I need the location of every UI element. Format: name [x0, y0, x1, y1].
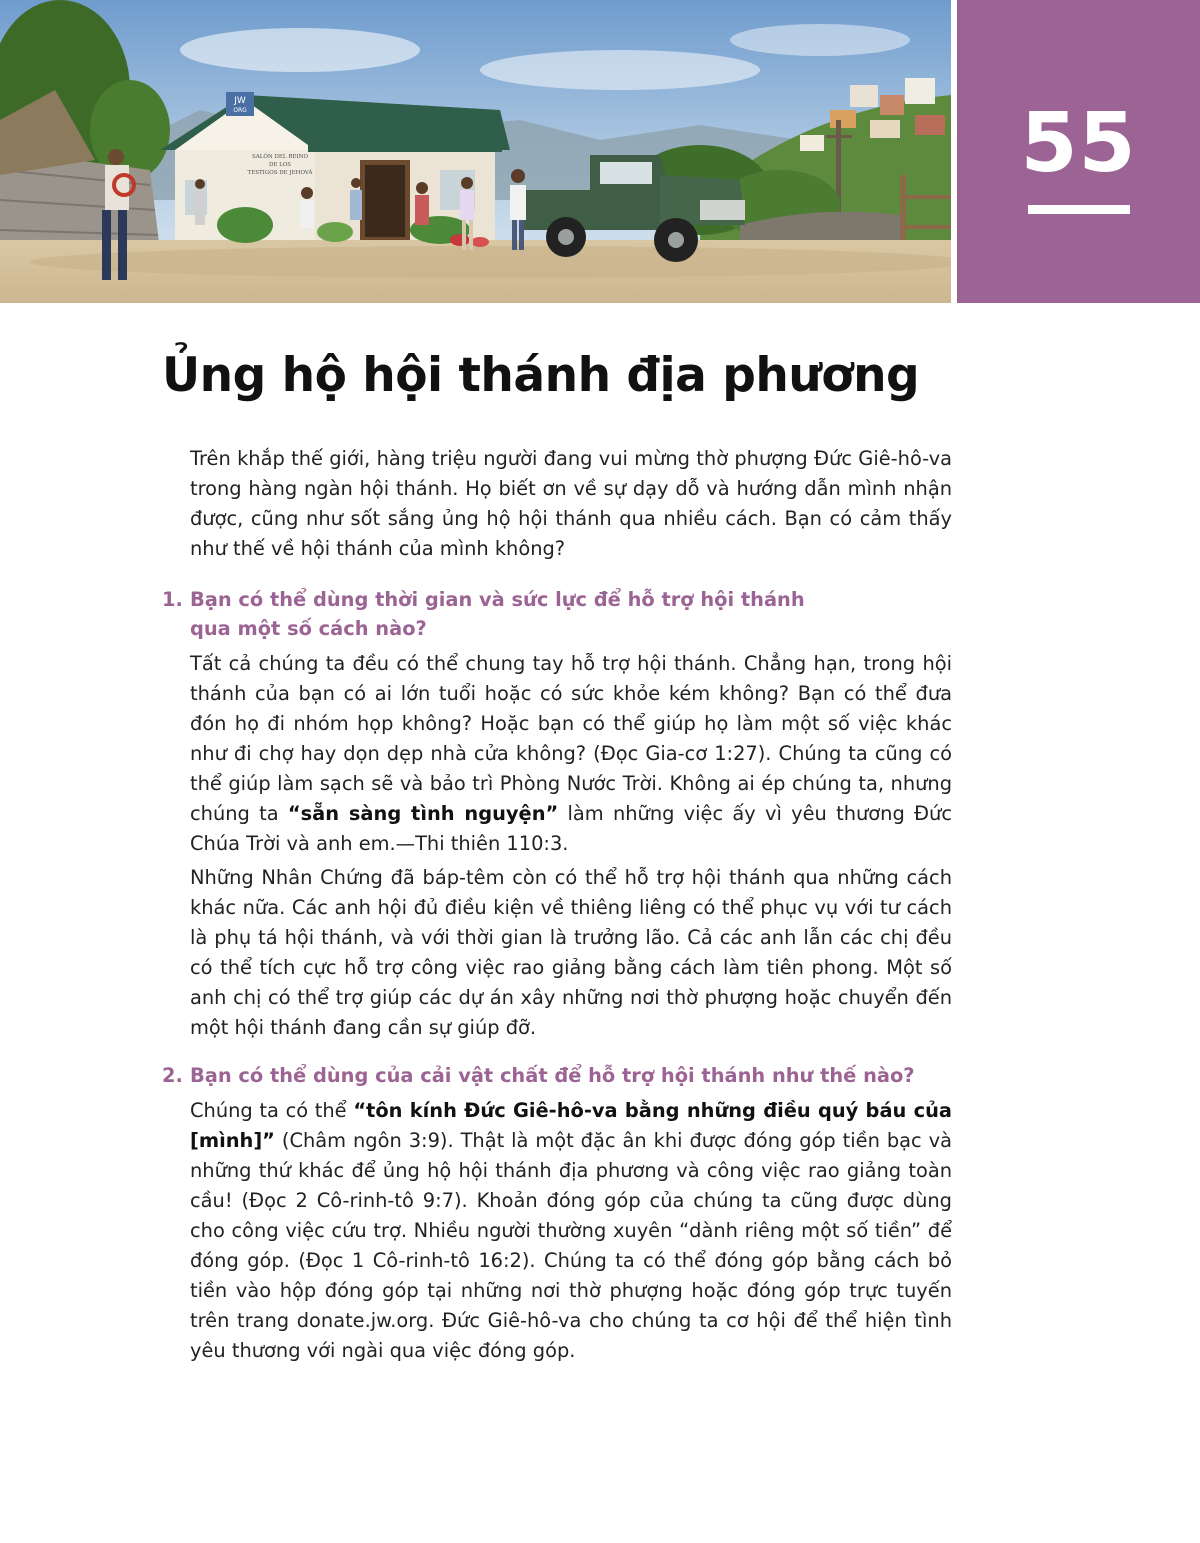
question-1-text-line1: Bạn có thể dùng thời gian và sức lực để hỗ trợ hội thánh [190, 588, 805, 611]
jw-sign-line2: ORG [233, 107, 247, 114]
section-1-paragraph-1-bold: “sẵn sàng tình nguyện” [287, 802, 559, 825]
header-illustration [0, 0, 951, 303]
question-1 [162, 585, 962, 643]
section-1-paragraph-1 [190, 649, 952, 859]
page-title: Ủng hộ hội thánh địa phương [162, 348, 920, 403]
question-1-number: 1. [162, 588, 183, 611]
jw-sign-line1: JW [234, 96, 246, 106]
section-1-paragraph-2: Những Nhân Chứng đã báp-têm còn có thể hỗ trợ hội thánh qua những cách khác nữa. Các anh hội đủ điều kiện về thiêng liêng có thể phục vụ với tư cách là phụ tá hội thánh, và với thời gian là trưởng lão. Cả các anh lẫn các chị đều có thể tích cực hỗ trợ công việc rao giảng bằng cách làm tiên phong. Một số anh chị có thể trợ giúp các dự án xây những nơi thờ phượng hoặc chuyển đến một hội thánh đang cần sự giúp đỡ. [190, 866, 952, 1039]
question-2-number: 2. [162, 1064, 183, 1087]
section-1-paragraph-1-part-b: làm những việc ấy vì yêu thương Đức Chúa Trời và anh em.—Thi thiên 110:3. [190, 802, 952, 855]
section-2-paragraph-1-bold: “tôn kính Đức Giê-hô-va bằng những điều quý báu của [mình]” [190, 1099, 952, 1152]
building-text-3: TESTIGOS DE JEHOVÁ [247, 170, 313, 176]
section-2-paragraph-1-part-b: (Châm ngôn 3:9). Thật là một đặc ân khi được đóng góp tiền bạc và những thứ khác để ủng hộ hội thánh địa phương và công việc rao giảng toàn cầu! (Đọc 2 Cô-rinh-tô 9:7). Khoản đóng góp của chúng ta cũng được dùng cho công việc cứu trợ. Nhiều người thường xuyên “dành riêng một số tiền” để đóng góp. (Đọc 1 Cô-rinh-tô 16:2). Chúng ta có thể đóng góp bằng cách bỏ tiền vào hộp đóng góp tại những nơi thờ phượng hoặc đóng góp trực tuyến trên trang donate.jw.org. Đức Giê-hô-va cho chúng ta cơ hội để thể hiện tình yêu thương với ngài qua việc đóng góp. [190, 1129, 952, 1362]
question-1-text-line2: qua một số cách nào? [190, 617, 427, 640]
question-2-text-line1: Bạn có thể dùng của cải vật chất để hỗ trợ hội thánh như thế nào? [190, 1064, 915, 1087]
building-text-2: DE LOS [268, 162, 292, 168]
question-2 [162, 1061, 962, 1090]
building-text-1: SALÓN DEL REINO [252, 154, 308, 160]
lesson-number: 55 [1020, 96, 1137, 191]
lesson-number-box [957, 0, 1200, 303]
lesson-number-underline [1028, 205, 1130, 214]
intro-paragraph: Trên khắp thế giới, hàng triệu người đang vui mừng thờ phượng Đức Giê-hô-va trong hàng ngàn hội thánh. Họ biết ơn về sự dạy dỗ và hướng dẫn mình nhận được, cũng như sốt sắng ủng hộ hội thánh qua nhiều cách. Bạn có cảm thấy như thế về hội thánh của mình không? [190, 447, 952, 560]
section-1-paragraph-1-part-a: Tất cả chúng ta đều có thể chung tay hỗ trợ hội thánh. Chẳng hạn, trong hội thánh của bạn có ai lớn tuổi hoặc có sức khỏe kém không? Bạn có thể đưa đón họ đi nhóm họp không? Hoặc bạn có thể giúp họ làm một số việc khác như đi chợ hay dọn dẹp nhà cửa không? (Đọc Gia-cơ 1:27). Chúng ta cũng có thể giúp làm sạch sẽ và bảo trì Phòng Nước Trời. Không ai ép chúng ta, nhưng chúng ta [190, 652, 952, 825]
section-2-paragraph-1 [190, 1096, 952, 1366]
section-2-paragraph-1-part-a: Chúng ta có thể [190, 1099, 354, 1122]
